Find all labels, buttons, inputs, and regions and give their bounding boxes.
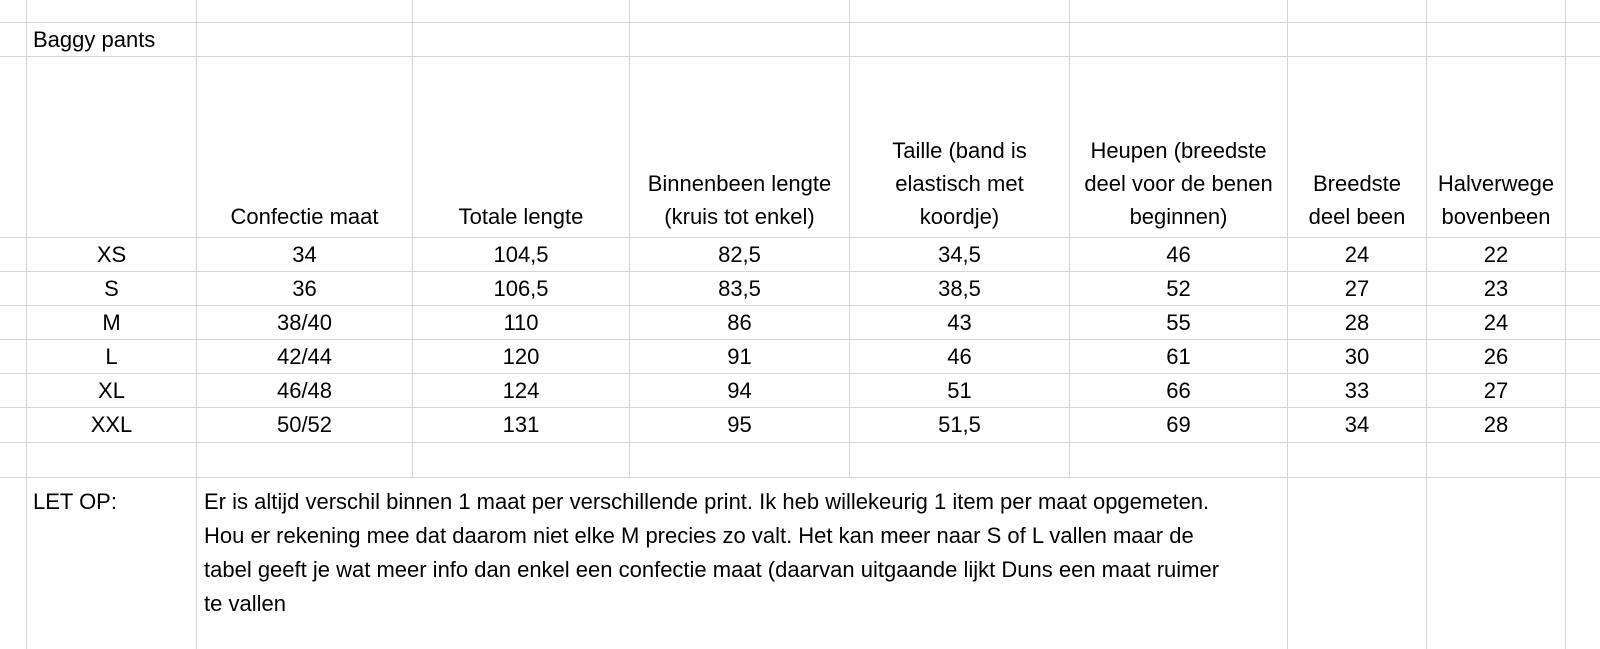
col-header-heupen: Heupen (breedste deel voor de benen beginnen) (1070, 57, 1288, 238)
cell-value: 33 (1288, 374, 1427, 408)
cell-value: 94 (630, 374, 850, 408)
cell-value: 46 (1070, 238, 1288, 272)
cell (850, 23, 1070, 57)
cell (1288, 0, 1427, 23)
cell-value: 46 (850, 340, 1070, 374)
cell-value: 82,5 (630, 238, 850, 272)
cell (630, 0, 850, 23)
cell (1070, 443, 1288, 478)
cell (0, 23, 27, 57)
col-header-binnenbeen-lengte: Binnenbeen lengte (kruis tot enkel) (630, 57, 850, 238)
cell-value: 51,5 (850, 408, 1070, 443)
cell (1566, 408, 1600, 443)
cell-value: 124 (413, 374, 630, 408)
cell-value: 91 (630, 340, 850, 374)
cell-value: 38,5 (850, 272, 1070, 306)
cell (1566, 306, 1600, 340)
cell (1566, 57, 1600, 238)
cell-value: 46/48 (197, 374, 413, 408)
cell (1566, 272, 1600, 306)
cell (1566, 374, 1600, 408)
cell-value: 27 (1288, 272, 1427, 306)
cell-value: 34 (197, 238, 413, 272)
cell (197, 23, 413, 57)
cell (1566, 443, 1600, 478)
cell-value: 69 (1070, 408, 1288, 443)
cell-value: 38/40 (197, 306, 413, 340)
cell (0, 408, 27, 443)
cell (1070, 0, 1288, 23)
cell (27, 443, 197, 478)
col-header-taille: Taille (band is elastisch met koordje) (850, 57, 1070, 238)
cell (27, 57, 197, 238)
cell-value: 22 (1427, 238, 1566, 272)
cell-value: 61 (1070, 340, 1288, 374)
cell (1427, 23, 1566, 57)
row-label-l: L (27, 340, 197, 374)
cell (0, 272, 27, 306)
cell-value: 28 (1288, 306, 1427, 340)
cell-value: 36 (197, 272, 413, 306)
cell (1427, 443, 1566, 478)
cell (1566, 478, 1600, 649)
cell (1566, 23, 1600, 57)
cell-value: 83,5 (630, 272, 850, 306)
cell (0, 306, 27, 340)
cell (0, 238, 27, 272)
cell (1427, 478, 1566, 649)
cell-value: 66 (1070, 374, 1288, 408)
row-label-m: M (27, 306, 197, 340)
cell (1288, 478, 1427, 649)
cell-value: 120 (413, 340, 630, 374)
note-line: te vallen (204, 591, 286, 616)
cell-value: 131 (413, 408, 630, 443)
cell-value: 28 (1427, 408, 1566, 443)
cell (0, 340, 27, 374)
cell (413, 23, 630, 57)
cell (0, 443, 27, 478)
col-header-breedste-deel-been: Breedste deel been (1288, 57, 1427, 238)
cell-value: 30 (1288, 340, 1427, 374)
note-text (197, 478, 1288, 649)
cell (197, 0, 413, 23)
cell (1427, 0, 1566, 23)
cell (1566, 0, 1600, 23)
cell (0, 0, 27, 23)
cell (1070, 23, 1288, 57)
cell (413, 0, 630, 23)
cell (0, 57, 27, 238)
sheet-title: Baggy pants (27, 23, 197, 57)
cell (630, 23, 850, 57)
cell-value: 27 (1427, 374, 1566, 408)
cell (27, 0, 197, 23)
cell-value: 104,5 (413, 238, 630, 272)
row-label-xxl: XXL (27, 408, 197, 443)
cell-value: 24 (1288, 238, 1427, 272)
cell-value: 34,5 (850, 238, 1070, 272)
cell (0, 478, 27, 649)
col-header-totale-lengte: Totale lengte (413, 57, 630, 238)
cell-value: 51 (850, 374, 1070, 408)
cell (413, 443, 630, 478)
cell-value: 24 (1427, 306, 1566, 340)
row-label-xs: XS (27, 238, 197, 272)
note-label: LET OP: (27, 478, 197, 649)
cell (850, 443, 1070, 478)
cell-value: 52 (1070, 272, 1288, 306)
cell-value: 34 (1288, 408, 1427, 443)
cell-value: 23 (1427, 272, 1566, 306)
row-label-s: S (27, 272, 197, 306)
cell-value: 95 (630, 408, 850, 443)
cell-value: 50/52 (197, 408, 413, 443)
cell (1288, 23, 1427, 57)
cell-value: 42/44 (197, 340, 413, 374)
cell-value: 26 (1427, 340, 1566, 374)
note-line: tabel geeft je wat meer info dan enkel een confectie maat (daarvan uitgaande lijkt Duns een maat ruimer (204, 557, 1220, 582)
row-label-xl: XL (27, 374, 197, 408)
cell-value: 86 (630, 306, 850, 340)
col-header-confectie-maat: Confectie maat (197, 57, 413, 238)
cell-value: 43 (850, 306, 1070, 340)
col-header-halverwege-bovenbeen: Halverwege bovenbeen (1427, 57, 1566, 238)
cell (850, 0, 1070, 23)
cell (1566, 238, 1600, 272)
cell (1288, 443, 1427, 478)
cell (1566, 340, 1600, 374)
cell (630, 443, 850, 478)
cell-value: 55 (1070, 306, 1288, 340)
cell-value: 110 (413, 306, 630, 340)
note-line: Hou er rekening mee dat daarom niet elke M precies zo valt. Het kan meer naar S of L vallen maar de (204, 523, 1194, 548)
note-line: Er is altijd verschil binnen 1 maat per verschillende print. Ik heb willekeurig 1 item per maat opgemeten. (204, 489, 1210, 514)
cell (0, 374, 27, 408)
cell (197, 443, 413, 478)
cell-value: 106,5 (413, 272, 630, 306)
